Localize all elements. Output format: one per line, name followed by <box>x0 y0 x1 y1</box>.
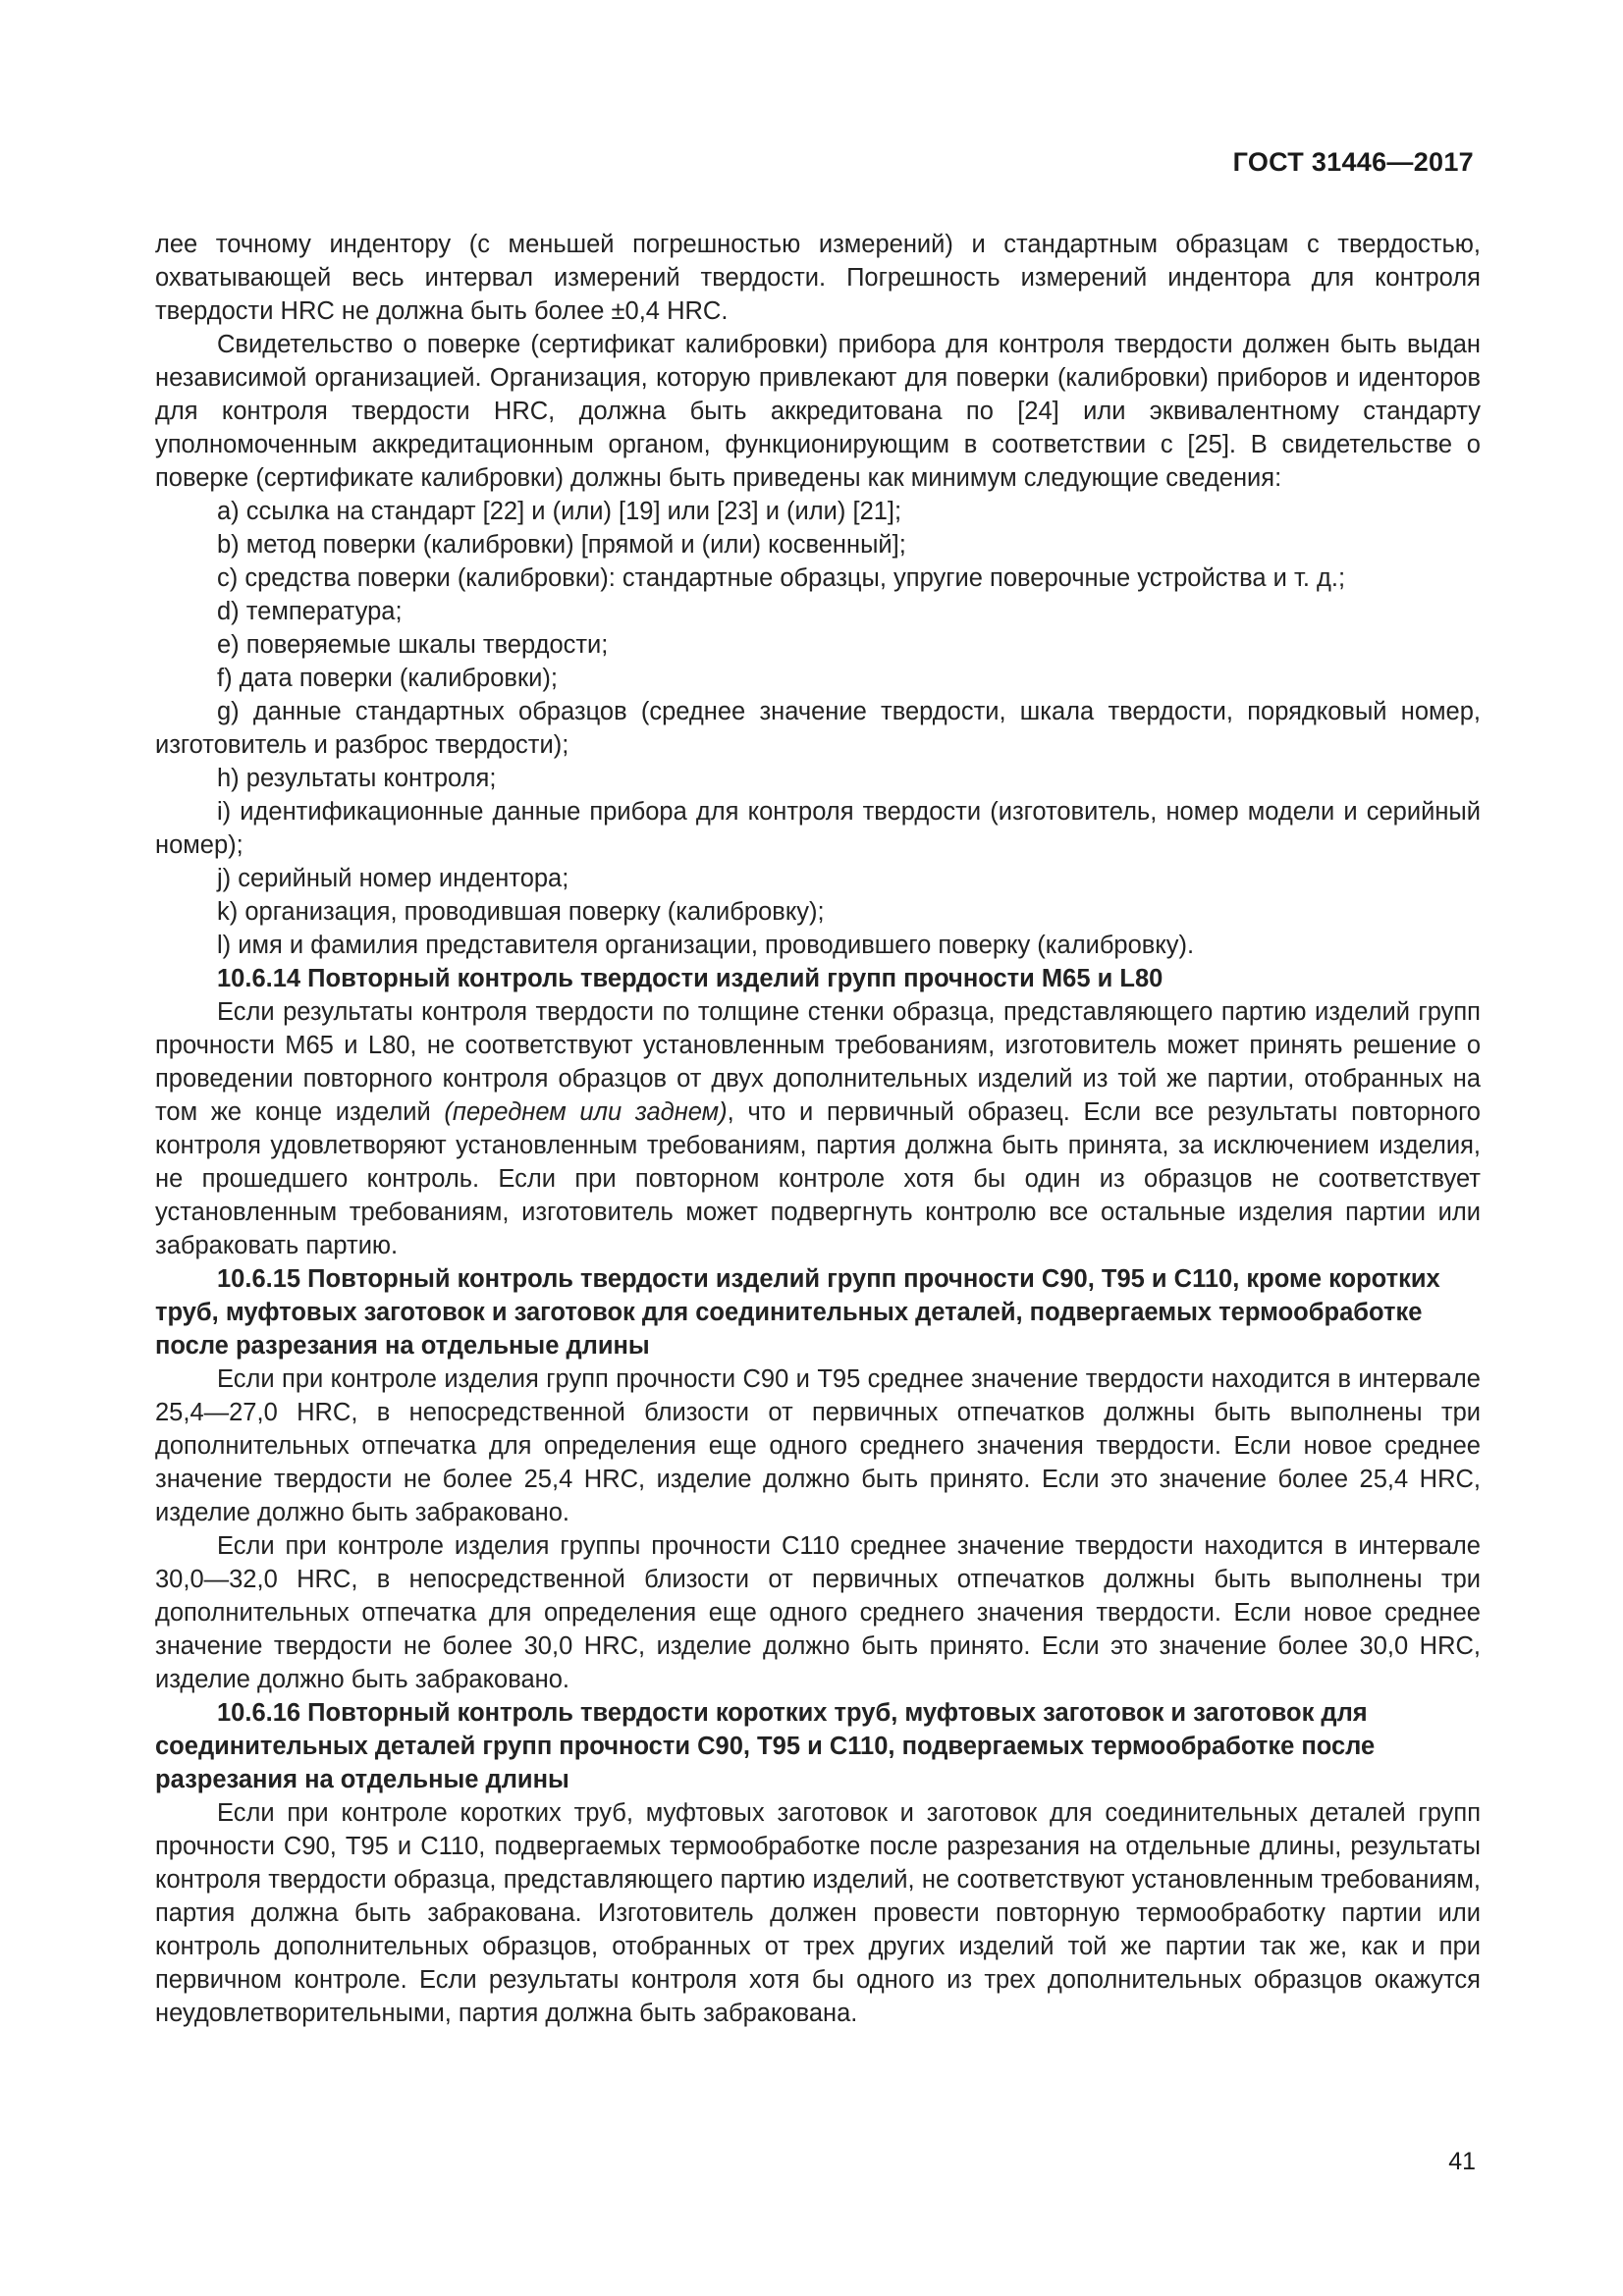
list-item-l: l) имя и фамилия представителя организации, проводившего поверку (калибровку). <box>217 932 1195 959</box>
section-heading-10-6-16: 10.6.16 Повторный контроль твердости коротких труб, муфтовых заготовок и заготовок для соединительных деталей групп прочности С90, Т95 и С110, подвергаемых термообработке после разрезания на отдельные длины <box>155 1699 1376 1793</box>
list-item-e: e) поверяемые шкалы твердости; <box>217 631 609 659</box>
list-item-a: a) ссылка на стандарт [22] и (или) [19] или [23] и (или) [21]; <box>217 498 902 525</box>
list-item-i: i) идентификационные данные прибора для контроля твердости (изготовитель, номер модели и серийный номер); <box>155 798 1481 859</box>
list-item-f: f) дата поверки (калибровки); <box>217 665 558 692</box>
list-item-j: j) серийный номер индентора; <box>217 865 569 892</box>
list-item-h: h) результаты контроля; <box>217 765 497 792</box>
list-item-g: g) данные стандартных образцов (среднее значение твердости, шкала твердости, порядковый номер, изготовитель и разброс твердости); <box>155 698 1481 759</box>
paragraph-m65-l80-part1: Если результаты контроля твердости по толщине стенки образца, представляющего партию изделий групп прочности М65 и L80, не соответствуют установленным требованиям, изготовитель может принять решение о проведении повторного контроля образцов от двух дополнительных изделий из той же партии, отобранных на том же конце изделий <box>155 998 1481 1126</box>
section-heading-10-6-15: 10.6.15 Повторный контроль твердости изделий групп прочности С90, Т95 и С110, кроме коротких труб, муфтовых заготовок и заготовок для соединительных деталей, подвергаемых термообработке после разрезания на отдельные длины <box>155 1265 1440 1360</box>
paragraph-certificate: Свидетельство о поверке (сертификат калибровки) прибора для контроля твердости должен быть выдан независимой организацией. Организация, которую привлекают для поверки (калибровки) приборов и иденторов для контроля твердости HRC, должна быть аккредитована по [24] или эквивалентному стандарту уполномоченным аккредитационным органом, функционирующим в соответствии с [25]. В свидетельстве о поверке (сертификате калибровки) должны быть приведены как минимум следующие сведения: <box>155 331 1481 492</box>
paragraph-c110: Если при контроле изделия группы прочности С110 среднее значение твердости находится в интервале 30,0—32,0 HRC, в непосредственной близости от первичных отпечатков должны быть выполнены три дополнительных отпечатка для определения еще одного среднего значения твердости. Если новое среднее значение твердости не более 30,0 HRC, изделие должно быть принято. Если это значение более 30,0 HRC, изделие должно быть забраковано. <box>155 1532 1481 1693</box>
list-item-c: c) средства поверки (калибровки): стандартные образцы, упругие поверочные устройства и т. д.; <box>217 564 1346 592</box>
paragraph-m65-l80-emphasis: (переднем или заднем) <box>444 1098 728 1126</box>
paragraph-c90-t95: Если при контроле изделия групп прочности С90 и Т95 среднее значение твердости находится в интервале 25,4—27,0 HRC, в непосредственной близости от первичных отпечатков должны быть выполнены три дополнительных отпечатка для определения еще одного среднего значения твердости. Если новое среднее значение твердости не более 25,4 HRC, изделие должно быть принято. Если это значение более 25,4 HRC, изделие должно быть забраковано. <box>155 1365 1481 1526</box>
document-body <box>155 228 1481 2030</box>
paragraph-continuation: лее точному индентору (с меньшей погрешностью измерений) и стандартным образцам с твердостью, охватывающей весь интервал измерений твердости. Погрешность измерений индентора для контроля твердости HRC не должна быть более ±0,4 HRC. <box>155 231 1481 325</box>
list-item-d: d) температура; <box>217 598 403 625</box>
paragraph-m65-l80-part2: , что и первичный образец. Если все результаты повторного контроля удовлетворяют установленным требованиям, партия должна быть принята, за исключением изделия, не прошедшего контроль. Если при повторном контроле хотя бы один из образцов не соответствует установленным требованиям, изготовитель может подвергнуть контролю все остальные изделия партии или забраковать партию. <box>155 1098 1481 1259</box>
page-number: 41 <box>1448 2148 1476 2175</box>
list-item-b: b) метод поверки (калибровки) [прямой и (или) косвенный]; <box>217 531 906 559</box>
list-item-k: k) организация, проводившая поверку (калибровку); <box>217 898 825 926</box>
document-code-header: ГОСТ 31446—2017 <box>1232 147 1474 177</box>
paragraph-short-pipes: Если при контроле коротких труб, муфтовых заготовок и заготовок для соединительных деталей групп прочности С90, Т95 и С110, подвергаемых термообработке после разрезания на отдельные длины, результаты контроля твердости образца, представляющего партию изделий, не соответствуют установленным требованиям, партия должна быть забракована. Изготовитель должен провести повторную термообработку партии или контроль дополнительных образцов, отобранных от трех других изделий той же партии так же, как и при первичном контроле. Если результаты контроля хотя бы одного из трех дополнительных образцов окажутся неудовлетворительными, партия должна быть забракована. <box>155 1799 1481 2027</box>
section-heading-10-6-14: 10.6.14 Повторный контроль твердости изделий групп прочности М65 и L80 <box>217 965 1163 992</box>
paragraph-m65-l80 <box>155 995 1481 1262</box>
